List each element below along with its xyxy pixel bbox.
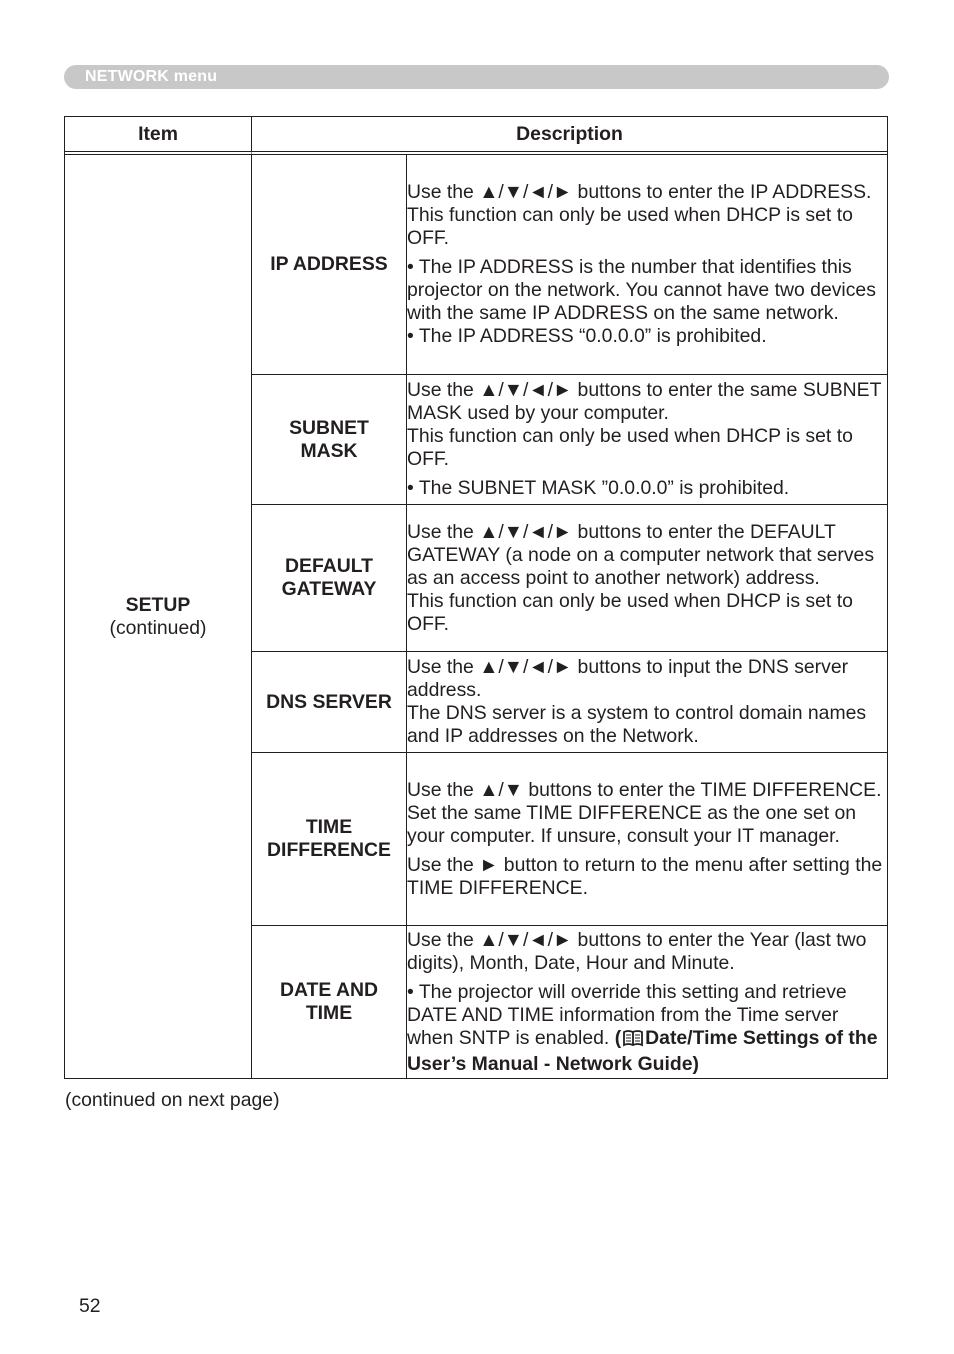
desc-dns-server bbox=[407, 652, 887, 753]
item-date-and-time bbox=[252, 926, 407, 1078]
item-label-line: MASK bbox=[300, 439, 358, 462]
desc-default-gateway bbox=[407, 505, 887, 652]
desc-text: This function can only be used when DHCP is set to OFF. bbox=[407, 204, 853, 249]
desc-text: Use the ▲/▼/◄/► buttons to enter the IP ADDRESS. bbox=[407, 181, 872, 203]
item-default-gateway bbox=[252, 505, 407, 652]
desc-text: Use the ▲/▼/◄/► buttons to input the DNS server address. bbox=[407, 656, 849, 701]
item-label-line: SUBNET bbox=[289, 416, 369, 439]
desc-text: Set the same TIME DIFFERENCE as the one set on your computer. If unsure, consult your IT manager. bbox=[407, 801, 857, 847]
header-description: Description bbox=[252, 117, 887, 155]
item-time-difference bbox=[252, 753, 407, 926]
setup-label: SETUP bbox=[125, 593, 191, 616]
header-item: Item bbox=[65, 117, 252, 155]
desc-text: Use the ▲/▼/◄/► buttons to enter the DEFAULT GATEWAY (a node on a computer network that serves as an access point to another network) address. bbox=[407, 520, 875, 589]
setup-note: (continued) bbox=[109, 616, 207, 639]
table-header-row bbox=[65, 117, 887, 155]
desc-text: Use the ▲/▼ buttons to enter the TIME DIFFERENCE. bbox=[407, 778, 882, 801]
item-ip-address: IP ADDRESS bbox=[252, 155, 407, 375]
desc-text: The DNS server is a system to control domain names and IP addresses on the Network. bbox=[407, 702, 867, 747]
desc-subnet-mask bbox=[407, 375, 887, 505]
reference-open: ( bbox=[614, 1026, 622, 1049]
book-icon bbox=[623, 1029, 643, 1053]
desc-text-span: • The projector will override this setting and retrieve DATE AND TIME information from the Time server when SNTP is enabled. bbox=[407, 980, 847, 1049]
desc-text: This function can only be used when DHCP is set to OFF. bbox=[407, 425, 853, 470]
item-label-line: TIME bbox=[305, 816, 353, 838]
desc-time-difference bbox=[407, 753, 887, 926]
section-header-bar bbox=[64, 65, 889, 89]
desc-text: This function can only be used when DHCP is set to OFF. bbox=[407, 589, 853, 635]
desc-text: • The IP ADDRESS is the number that identifies this projector on the network. You cannot have two devices with the same IP ADDRESS on the same network. bbox=[407, 256, 876, 324]
item-label-line: DATE AND bbox=[279, 979, 379, 1001]
desc-text: Use the ▲/▼/◄/► buttons to enter the Year (last two digits), Month, Date, Hour and Minute. bbox=[407, 928, 867, 974]
setup-cell bbox=[65, 155, 252, 1078]
desc-ip-address bbox=[407, 155, 887, 375]
continued-note: (continued on next page) bbox=[65, 1089, 280, 1111]
network-menu-table bbox=[64, 116, 888, 1079]
table-row bbox=[65, 155, 887, 375]
desc-text: • The SUBNET MASK ”0.0.0.0” is prohibited. bbox=[407, 477, 790, 499]
item-label-line: TIME bbox=[305, 1002, 353, 1024]
item-dns-server: DNS SERVER bbox=[252, 652, 407, 753]
item-label-line: DIFFERENCE bbox=[267, 839, 391, 861]
desc-text: Use the ► button to return to the menu after setting the TIME DIFFERENCE. bbox=[407, 853, 883, 899]
desc-text: Use the ▲/▼/◄/► buttons to enter the same SUBNET MASK used by your computer. bbox=[407, 379, 882, 424]
reference-link: Date/Time Settings of the User’s Manual - Network Guide) bbox=[407, 1026, 878, 1075]
section-title: NETWORK menu bbox=[85, 68, 218, 85]
item-label-line: GATEWAY bbox=[281, 578, 377, 600]
desc-text bbox=[407, 981, 887, 1076]
item-subnet-mask bbox=[252, 375, 407, 505]
desc-text: • The IP ADDRESS “0.0.0.0” is prohibited. bbox=[407, 325, 767, 347]
item-label-line: DEFAULT bbox=[285, 555, 373, 577]
desc-date-and-time bbox=[407, 926, 887, 1078]
page-number: 52 bbox=[79, 1295, 101, 1317]
